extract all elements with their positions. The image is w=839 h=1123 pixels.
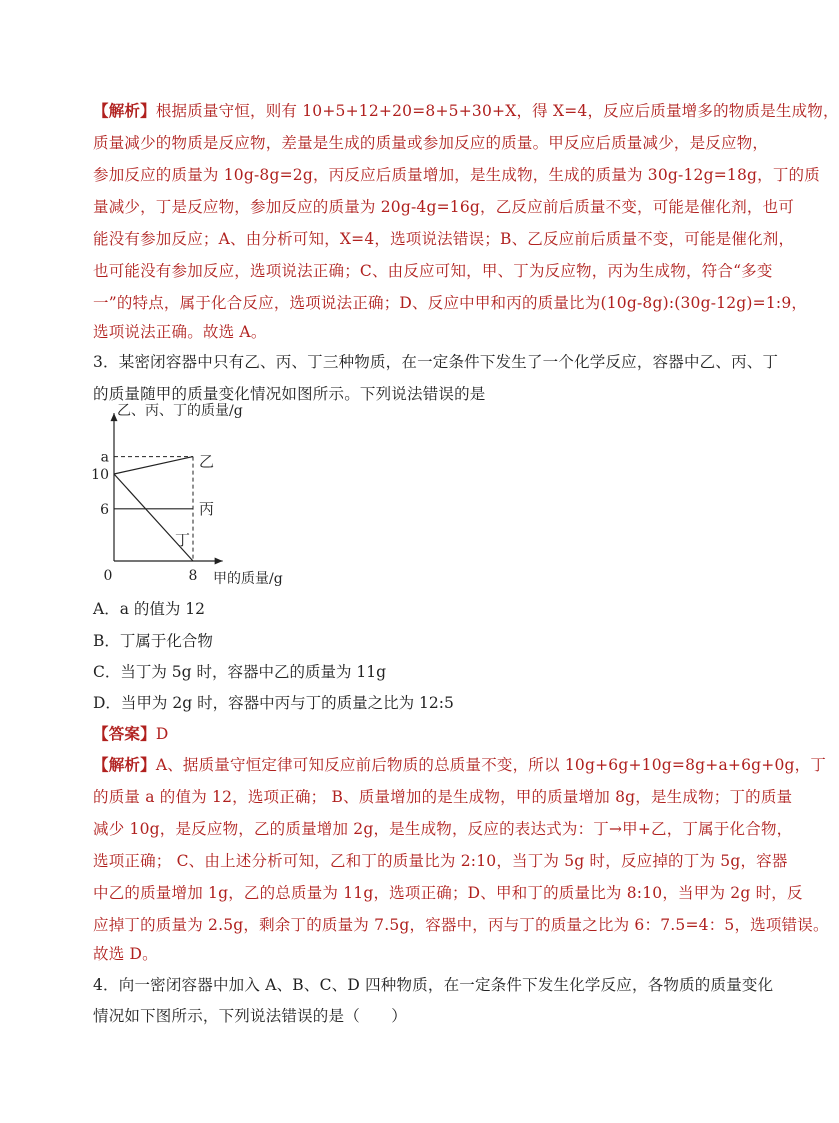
q3-stem-line-1: 3．某密闭容器中只有乙、丙、丁三种物质，在一定条件下发生了一个化学反应，容器中乙、丙、丁 (93, 353, 779, 371)
q3-option-a: A．a 的值为 12 (93, 600, 206, 618)
q2-analysis-line-6: 也可能没有参加反应，选项说法正确；C、由反应可知，甲、丁为反应物，丙为生成物，符合“多变 (93, 262, 773, 280)
q3-stem-line-2: 的质量随甲的质量变化情况如图所示。下列说法错误的是 (93, 385, 486, 403)
q2-analysis-line-2: 质量减少的物质是反应物，差量是生成的质量或参加反应的质量。甲反应后质量减少，是反应物， (93, 134, 769, 152)
series-bing-label: 丙 (199, 499, 215, 518)
series-yi-label: 乙 (199, 452, 215, 471)
x-axis-arrow (215, 558, 223, 565)
q3-answer-tag: 【答案】 (93, 724, 156, 743)
q3-analysis-line-1: 【解析】A、据质量守恒定律可知反应前后物质的总质量不变，所以 10g+6g+10g=8g+a+6g+0g，丁 (93, 755, 827, 774)
q2-analysis-line-1: 【解析】根据质量守恒，则有 10+5+12+20=8+5+30+X，得 X=4，反应后质量增多的物质是生成物， (93, 101, 839, 120)
q3-answer-value: D (155, 725, 169, 743)
q3-analysis-line-6: 应掉丁的质量为 2.5g，剩余丁的质量为 7.5g，容器中，丙与丁的质量之比为 6：7.5=4：5，选项错误。 (93, 916, 829, 934)
q3-analysis-line-2: 的质量 a 的值为 12，选项正确； B、质量增加的是生成物，甲的质量增加 8g，是生成物；丁的质量 (93, 788, 793, 806)
x-axis-label: 甲的质量/g (213, 571, 283, 587)
q2-analysis-line-8: 选项说法正确。故选 A。 (93, 323, 267, 341)
q3-analysis-tag: 【解析】 (93, 755, 156, 774)
series-ding-label: 丁 (175, 531, 191, 549)
y-tick-label: a (100, 449, 109, 466)
q3-option-c: C．当丁为 5g 时，容器中乙的质量为 11g (93, 663, 387, 681)
q2-analysis-line-7: 一”的特点，属于化合反应，选项说法正确；D、反应中甲和丙的质量比为(10g-8g):(30g-12g)=1:9， (93, 294, 808, 312)
y-tick-label: 6 (100, 501, 109, 518)
q4-stem-line-2: 情况如下图所示，下列说法错误的是（ ） (93, 1007, 408, 1025)
q3-analysis-line-5: 中乙的质量增加 1g，乙的总质量为 11g，选项正确；D、甲和丁的质量比为 8:10，当甲为 2g 时，反 (93, 884, 803, 902)
y-axis-label: 乙、丙、丁的质量/g (117, 403, 243, 420)
q3-option-b: B．丁属于化合物 (93, 632, 213, 650)
q3-option-d: D．当甲为 2g 时，容器中丙与丁的质量之比为 12:5 (93, 694, 454, 712)
q3-chart (91, 403, 293, 590)
q2-analysis-line-4: 量减少，丁是反应物，参加反应的质量为 20g-4g=16g，乙反应前后质量不变，可能是催化剂，也可 (93, 198, 795, 216)
q3-analysis-line-4: 选项正确； C、由上述分析可知，乙和丁的质量比为 2:10，当丁为 5g 时，反应掉的丁为 5g，容器 (93, 852, 788, 870)
q3-analysis-line-7: 故选 D。 (93, 945, 158, 963)
q3-answer-line (93, 724, 713, 744)
q4-stem-line-1: 4．向一密闭容器中加入 A、B、C、D 四种物质，在一定条件下发生化学反应，各物质的质量变化 (93, 976, 774, 994)
q2-analysis-line-3: 参加反应的质量为 10g-8g=2g，丙反应后质量增加，是生成物，生成的质量为 30g-12g=18g，丁的质 (93, 166, 820, 184)
series-yi-line (114, 457, 193, 474)
q2-analysis-tag: 【解析】 (93, 101, 156, 120)
x-tick-label: 8 (188, 568, 198, 584)
q2-analysis-line-5: 能没有参加反应；A、由分析可知，X=4，选项说法错误；B、乙反应前后质量不变，可能是催化剂， (93, 230, 795, 248)
x-tick-label: 0 (103, 568, 113, 584)
q3-analysis-line-3: 减少 10g，是反应物，乙的质量增加 2g，是生成物，反应的表达式为：丁→甲+乙，丁属于化合物， (93, 820, 793, 838)
y-tick-label: 10 (91, 467, 109, 483)
